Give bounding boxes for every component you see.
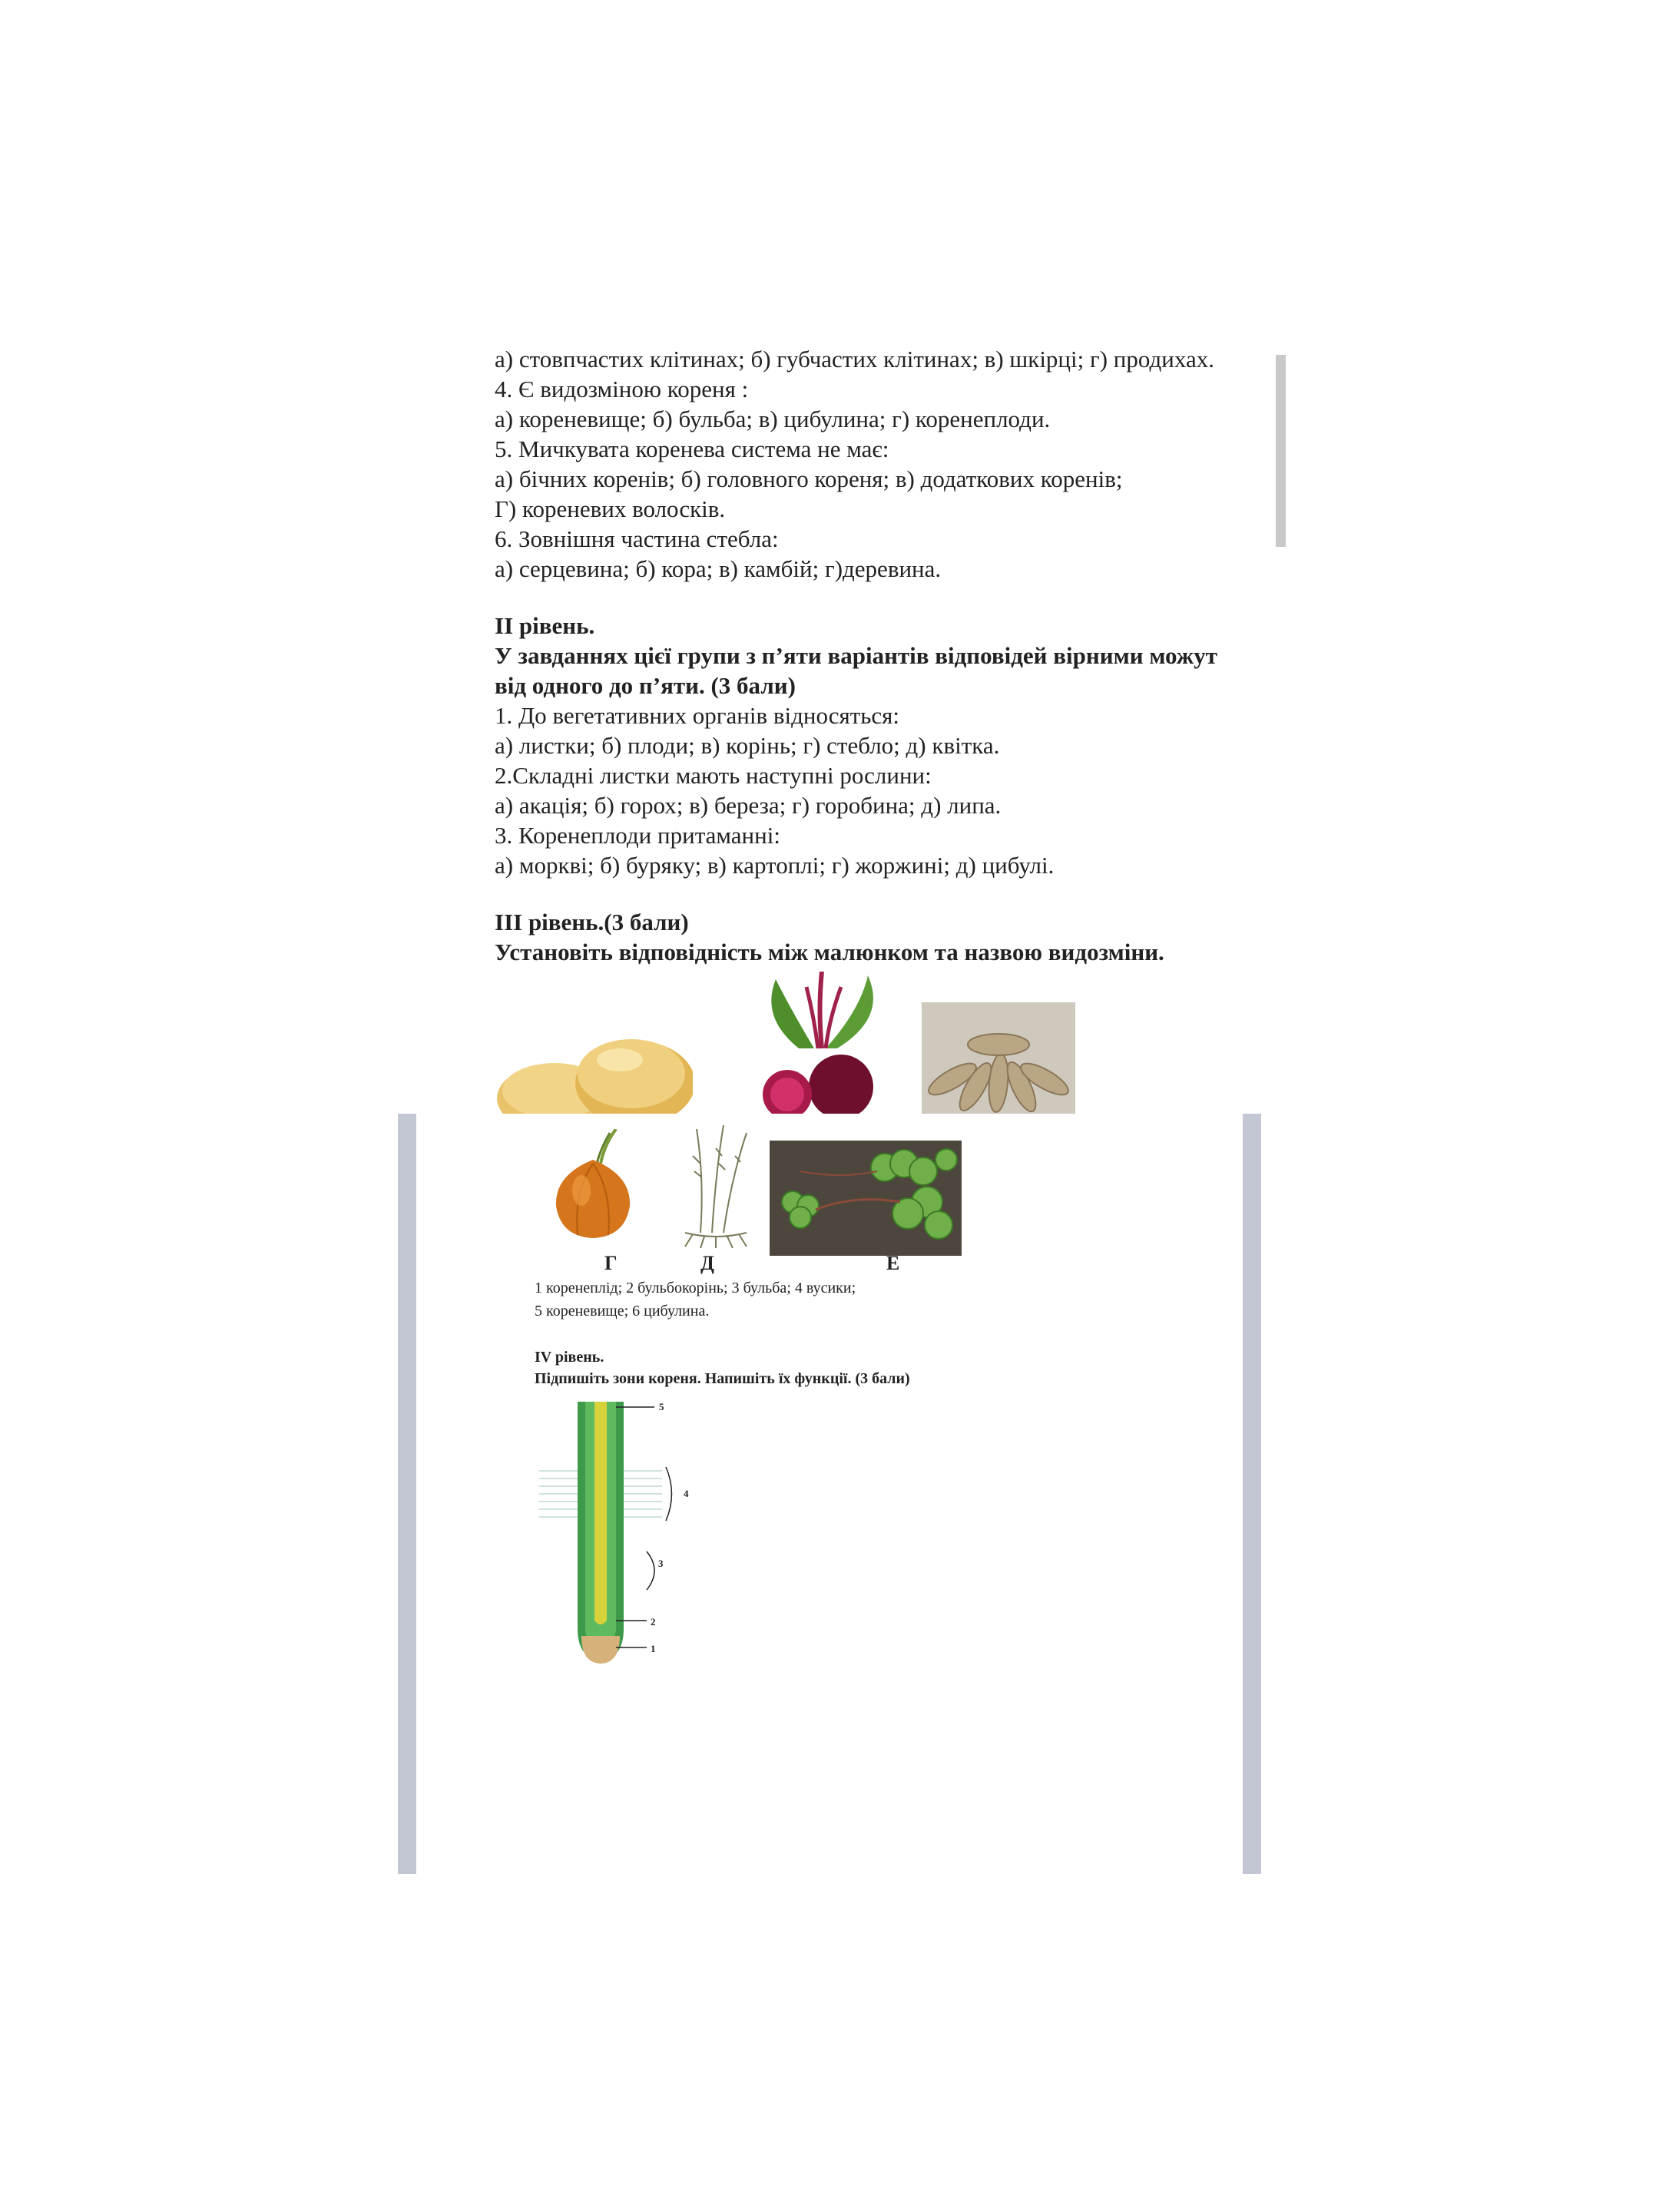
beetroot-image <box>745 972 899 1114</box>
level-3-title: ІІІ рівень.(3 бали) <box>495 909 689 935</box>
answer-line-3: а) стовпчастих клітинах; б) губчастих клітинах; в) шкірці; г) продихах. <box>495 346 1214 373</box>
question-6: 6. Зовнішня частина стебла: <box>495 525 779 552</box>
level-2-question-2: 2.Складні листки мають наступні рослини: <box>495 762 932 789</box>
answer-options-line-1: 1 коренеплід; 2 бульбокорінь; 3 бульба; 4 вусики; <box>535 1280 856 1296</box>
level-4-instruction: Підпишіть зони кореня. Напишіть їх функції. (3 бали) <box>535 1370 910 1387</box>
level-2-question-3: 3. Коренеплоди притаманні: <box>495 822 780 849</box>
root-zone-label-1: 1 <box>651 1643 656 1654</box>
level-3-instruction: Установіть відповідність між малюнком та назвою видозміни. <box>495 939 1164 965</box>
page-frame-left <box>398 1114 416 1874</box>
answer-line-4: а) кореневище; б) бульба; в) цибулина; г) коренеплоди. <box>495 406 1051 432</box>
level-2-title: ІІ рівень. <box>495 612 595 639</box>
answer-line-6: а) серцевина; б) кора; в) камбій; г)деревина. <box>495 555 942 582</box>
tuberous-roots-image <box>922 1002 1075 1114</box>
lower-page <box>416 1114 1243 1874</box>
letter-d: Д <box>700 1252 714 1274</box>
potato-image <box>493 983 693 1114</box>
level-2-instruction-2: від одного до п’яти. (3 бали) <box>495 672 796 699</box>
root-zone-label-4: 4 <box>684 1488 689 1499</box>
level-2-question-1: 1. До вегетативних органів відносяться: <box>495 702 900 729</box>
onion-image <box>547 1129 639 1244</box>
root-zone-label-3: 3 <box>658 1558 664 1569</box>
level-4-title: IV рівень. <box>535 1349 604 1366</box>
root-zone-label-5: 5 <box>659 1401 664 1412</box>
letter-e: Е <box>886 1252 900 1274</box>
question-5: 5. Мичкувата коренева система не має: <box>495 435 889 462</box>
upper-page <box>492 338 1294 1114</box>
page-frame-right <box>1243 1114 1261 1874</box>
level-2-answer-1: а) листки; б) плоди; в) корінь; г) стебло; д) квітка. <box>495 732 1000 759</box>
answer-line-5b: Г) кореневих волосків. <box>495 495 726 522</box>
grass-roots-image <box>670 1125 762 1248</box>
answer-options-line-2: 5 кореневище; 6 цибулина. <box>535 1303 710 1320</box>
scrollbar[interactable] <box>1276 355 1286 547</box>
question-4: 4. Є видозміною кореня : <box>495 376 749 402</box>
letter-g: Г <box>604 1252 618 1274</box>
level-2-instruction-1: У завданнях цієї групи з п’яти варіантів відповідей вірними можут <box>495 642 1217 669</box>
answer-line-5a: а) бічних коренів; б) головного кореня; в) додаткових коренів; <box>495 465 1123 492</box>
strawberry-runners-image <box>770 1141 962 1256</box>
level-2-answer-3: а) моркві; б) буряку; в) картоплі; г) жоржині; д) цибулі. <box>495 852 1055 879</box>
root-zone-label-2: 2 <box>651 1616 656 1628</box>
level-2-answer-2: а) акація; б) горох; в) береза; г) горобина; д) липа. <box>495 792 1002 819</box>
root-zones-diagram <box>539 1398 693 1667</box>
